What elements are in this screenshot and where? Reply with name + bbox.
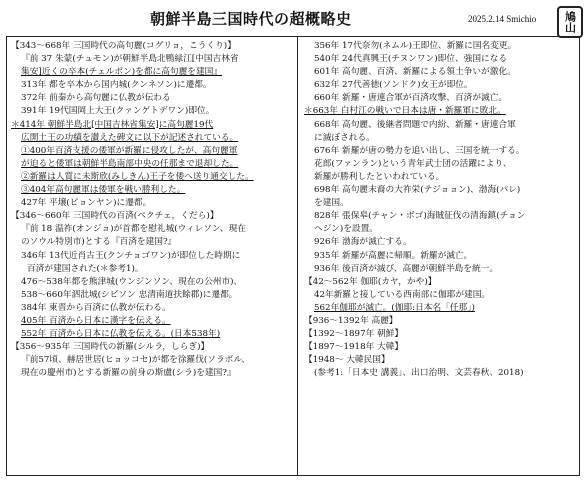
left-column-line: 391年 19代国岡上大王(クァンゲトデワン)即位。	[21, 106, 215, 117]
left-column-line: 現在の慶州市)とする新羅の前身の斯盧(シラ)を建国?』	[21, 368, 236, 379]
column-divider	[297, 37, 298, 475]
right-column-line: (参考1:「日本史 講義」、出口治明、文芸春秋、2018)	[314, 368, 524, 379]
left-column-line: 百済が建国された(＊参考1)。	[27, 263, 144, 274]
left-column-line: 【346～660年 三国時代の百済(ペクチェ，くだら)】	[11, 211, 219, 222]
right-column-line: 【1392～1897年 朝鮮】	[304, 329, 404, 340]
right-column-line: ＊663年 白村江の戦いで日本は唐・新羅軍に敗北。	[304, 106, 506, 117]
page-title: 朝鮮半島三国時代の超概略史	[150, 10, 352, 28]
right-column-line: 660年 新羅・唐連合軍が百済攻撃、百済が滅亡。	[314, 93, 508, 104]
right-column-line: 601年 高句麗、百済、新羅による領土争いが激化。	[314, 67, 516, 78]
left-column-line: 372年 前秦から高句麗に仏教が伝わる	[21, 93, 171, 104]
left-column-line: 552年 百済から日本に仏教を伝える。(日本538年)	[21, 329, 221, 340]
right-column-line: 926年 渤海が滅亡する。	[314, 237, 412, 248]
right-column-line: に滅ぼされる。	[314, 132, 375, 143]
date-author: 2025.2.14 Smichio	[468, 14, 537, 24]
right-column-line: 698年 高句麗末裔の大祚栄(テジョョン)、渤海(パレ)	[314, 185, 521, 196]
right-column-line: 花郎(ファンラン)という青年武士団の活躍により、	[314, 158, 512, 169]
right-column-line: 935年 新羅が高麗に帰順。新羅が滅亡。	[314, 250, 473, 261]
right-column-line: 【1897～1918年 大韓】	[304, 342, 404, 353]
right-column-line: 668年 高句麗、後継者問題で内紛、新羅・唐連合軍	[314, 119, 516, 130]
left-column-line: ③404年高句麗軍は倭軍を戦い勝利した。	[21, 185, 186, 196]
right-column-line: 新羅が勝利したといわれている。	[314, 171, 445, 182]
right-column-line: 【936～1392年 高麗】	[304, 315, 398, 326]
seal-text: 鳩山	[563, 11, 577, 33]
right-column-line: 356年 17代奈勿(ネムル)王即位、新羅に国名変更。	[314, 41, 517, 51]
left-column-line: 『前57頃、赫居世居(ヒョッコセ)が都を徐羅伐(ソラボル、	[21, 355, 251, 366]
left-column-line: 313年 都を卒本から国内城(クンネソン)に遷都。	[21, 80, 212, 91]
left-column-line: 【356～935年 三国時代の新羅(シルラ，しらぎ)】	[11, 342, 210, 353]
left-column-line: 384年 東晋から百済に仏教が伝わる。	[21, 302, 171, 313]
seal-stamp	[557, 6, 583, 38]
content-frame	[6, 36, 580, 476]
left-column-line: が迫ると倭軍は朝鮮半島南部中央の任那まで退却した。	[21, 158, 239, 169]
left-column-line: 476～538年都を熊津城(ウンジンソン、現在の公州市)、	[21, 276, 243, 287]
right-column-line: 42年新羅と接している西南部に伽耶が建国。	[314, 289, 491, 300]
left-column-line: 『前 18 温祚(オンジョ)が首都を慰礼城(ウィレソン、現在	[21, 224, 246, 235]
right-column-line: 540年 24代真興王(チヌンワン)即位、強国になる	[314, 54, 508, 65]
right-column-line: を建国。	[314, 198, 349, 209]
left-column-line: 427年 平壌(ピョンヤン)に遷都。	[21, 198, 152, 209]
right-column-line: 936年 後百済が滅び、高麗が朝鮮半島を統一。	[314, 263, 499, 274]
left-column	[11, 40, 293, 380]
left-column-line: 538～660年泗沘城(シビソン 忠清南道扶餘郡)に遷都。	[21, 289, 238, 300]
right-column-line: 562年伽耶が滅亡。(伽耶:日本名「任那」)	[314, 302, 475, 313]
right-column	[304, 40, 576, 380]
right-column-line: 676年 新羅が唐の勢力を追い出し、三国を統一する。	[314, 145, 525, 156]
right-column-line: 【42～562年 伽耶(カヤ，かや)】	[304, 276, 437, 287]
right-column-line: 【1948～ 大韓民国】	[304, 355, 390, 366]
left-column-line: 広開土王の功績を讃えた碑文に以下が記述されている。	[21, 132, 239, 143]
left-column-line: ②新羅は人質に未斯欣(みしきん)王子を倭へ送り通交した。	[21, 171, 254, 182]
left-column-line: ＊414年 朝鮮半島北[中国吉林省集安]に高句麗19代	[11, 119, 214, 130]
left-column-line: 346年 13代近肖古王(クンチョゴワン)が即位した時期に	[21, 250, 241, 261]
left-column-line: 【343～668年 三国時代の高句麗(コグリョ，こうくり)】	[11, 41, 236, 51]
left-column-line: ①400年百済支援の倭軍が新羅に侵攻したが、高句麗軍	[21, 145, 238, 156]
left-column-line: 『前 37 朱蒙(チュモン)が朝鮮半島北鴨緑江[中国吉林省	[21, 54, 239, 65]
left-column-line: 405年 百済から日本に漢字を伝える。	[21, 315, 171, 326]
right-column-line: 632年 27代善徳(ソンドク)女王が即位。	[314, 80, 473, 91]
left-column-line: のソウル特別市)とする『百済を建国?』	[21, 237, 177, 248]
right-column-line: 828年 張保皋(チャン・ボゴ)海賊征伐の清海鎮(チョン	[314, 211, 526, 222]
right-column-line: ヘジン)を設置。	[314, 224, 378, 235]
left-column-line: 集安]近くの卒本(チェルボン)を都に高句麗を建国』	[21, 67, 223, 78]
